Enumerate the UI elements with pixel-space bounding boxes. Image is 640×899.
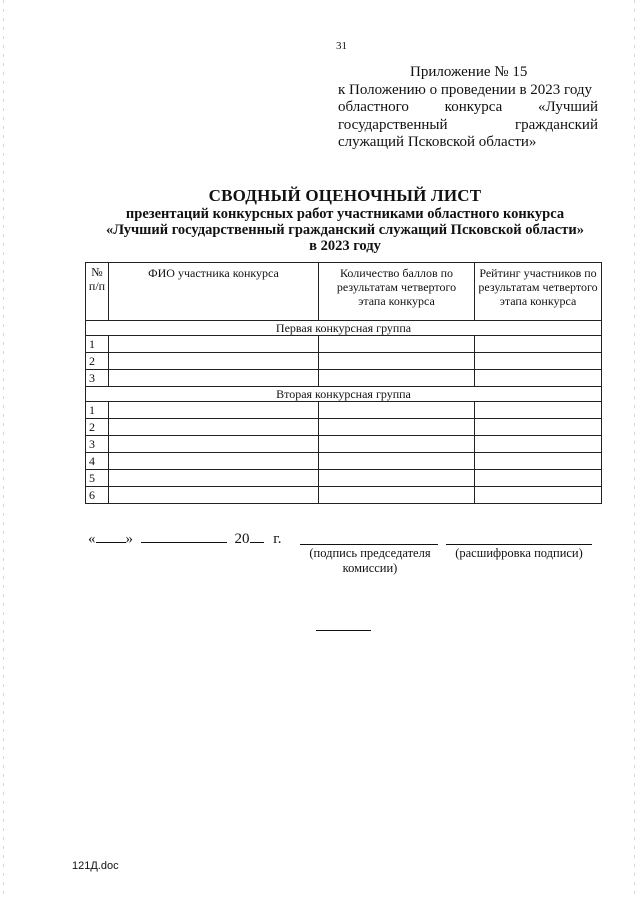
- rating-cell[interactable]: [475, 336, 602, 353]
- row-number: 4: [86, 453, 109, 470]
- end-rule: [316, 630, 371, 631]
- participant-name-cell[interactable]: [109, 487, 319, 504]
- table-row: [86, 436, 602, 453]
- score-cell[interactable]: [319, 402, 475, 419]
- participant-name-cell[interactable]: [109, 353, 319, 370]
- group-header-row: [86, 387, 602, 402]
- score-cell[interactable]: [319, 470, 475, 487]
- group-header-row: [86, 321, 602, 336]
- footer-filename: 121Д.doc: [72, 860, 119, 872]
- column-header-rating: Рейтинг участников по результатам четвертого этапа конкурса: [475, 263, 602, 321]
- appendix-line: к Положению о проведении в 2023 году: [338, 81, 593, 98]
- table-header-row: [86, 263, 602, 321]
- chair-signature-line[interactable]: [300, 544, 438, 545]
- group-title: Вторая конкурсная группа: [86, 387, 602, 402]
- document-subtitle-line: в 2023 году: [309, 238, 381, 254]
- score-cell[interactable]: [319, 353, 475, 370]
- rating-cell[interactable]: [475, 353, 602, 370]
- table-row: [86, 336, 602, 353]
- row-number: 1: [86, 402, 109, 419]
- rating-cell[interactable]: [475, 370, 602, 387]
- page-number: 31: [336, 40, 347, 52]
- participant-name-cell[interactable]: [109, 470, 319, 487]
- date-close-quote: »: [125, 531, 133, 547]
- score-cell[interactable]: [319, 419, 475, 436]
- score-cell[interactable]: [319, 370, 475, 387]
- row-number: 3: [86, 370, 109, 387]
- column-header-score: Количество баллов по результатам четвертого этапа конкурса: [319, 263, 475, 321]
- column-header-name: ФИО участника конкурса: [109, 263, 319, 321]
- appendix-line: областного конкурса «Лучший: [338, 99, 598, 115]
- scan-edge-right: [634, 0, 635, 899]
- document-subtitle-line: презентаций конкурсных работ участниками областного конкурса: [125, 206, 565, 222]
- row-number: 6: [86, 487, 109, 504]
- document-heading: [60, 186, 630, 254]
- participant-name-cell[interactable]: [109, 453, 319, 470]
- row-number: 2: [86, 419, 109, 436]
- rating-cell[interactable]: [475, 453, 602, 470]
- group-title: Первая конкурсная группа: [86, 321, 602, 336]
- rating-cell[interactable]: [475, 470, 602, 487]
- participant-name-cell[interactable]: [109, 436, 319, 453]
- rating-cell[interactable]: [475, 402, 602, 419]
- table-row: [86, 419, 602, 436]
- appendix-block: [338, 64, 598, 152]
- row-number: 2: [86, 353, 109, 370]
- table-row: [86, 370, 602, 387]
- scan-edge-left: [3, 0, 4, 899]
- row-number: 5: [86, 470, 109, 487]
- date-line: [88, 528, 281, 548]
- table-row: [86, 402, 602, 419]
- table-row: [86, 453, 602, 470]
- signature-decode-caption: (расшифровка подписи): [455, 546, 583, 560]
- appendix-line: служащий Псковской области»: [338, 134, 537, 150]
- score-cell[interactable]: [319, 453, 475, 470]
- participant-name-cell[interactable]: [109, 370, 319, 387]
- score-table: [85, 262, 602, 504]
- document-subtitle-line: «Лучший государственный гражданский служащий Псковской области»: [106, 222, 584, 238]
- table-row: [86, 353, 602, 370]
- score-cell[interactable]: [319, 487, 475, 504]
- score-cell[interactable]: [319, 436, 475, 453]
- row-number: 3: [86, 436, 109, 453]
- participant-name-cell[interactable]: [109, 336, 319, 353]
- appendix-title: Приложение № 15: [410, 64, 528, 80]
- year-blank[interactable]: [250, 528, 264, 543]
- year-suffix: г.: [273, 531, 282, 547]
- chair-signature-caption: (подпись председателя комиссии): [309, 546, 431, 575]
- score-cell[interactable]: [319, 336, 475, 353]
- row-number: 1: [86, 336, 109, 353]
- column-header-number: № п/п: [86, 263, 109, 321]
- table-row: [86, 487, 602, 504]
- day-blank[interactable]: [96, 528, 126, 543]
- document-title: СВОДНЫЙ ОЦЕНОЧНЫЙ ЛИСТ: [208, 186, 482, 205]
- appendix-line: государственный гражданский: [338, 116, 598, 133]
- table-row: [86, 470, 602, 487]
- rating-cell[interactable]: [475, 419, 602, 436]
- date-open-quote: «: [88, 531, 96, 547]
- rating-cell[interactable]: [475, 487, 602, 504]
- year-prefix: 20: [234, 531, 250, 547]
- participant-name-cell[interactable]: [109, 419, 319, 436]
- rating-cell[interactable]: [475, 436, 602, 453]
- participant-name-cell[interactable]: [109, 402, 319, 419]
- signature-decode-line[interactable]: [446, 544, 592, 545]
- month-blank[interactable]: [141, 528, 227, 543]
